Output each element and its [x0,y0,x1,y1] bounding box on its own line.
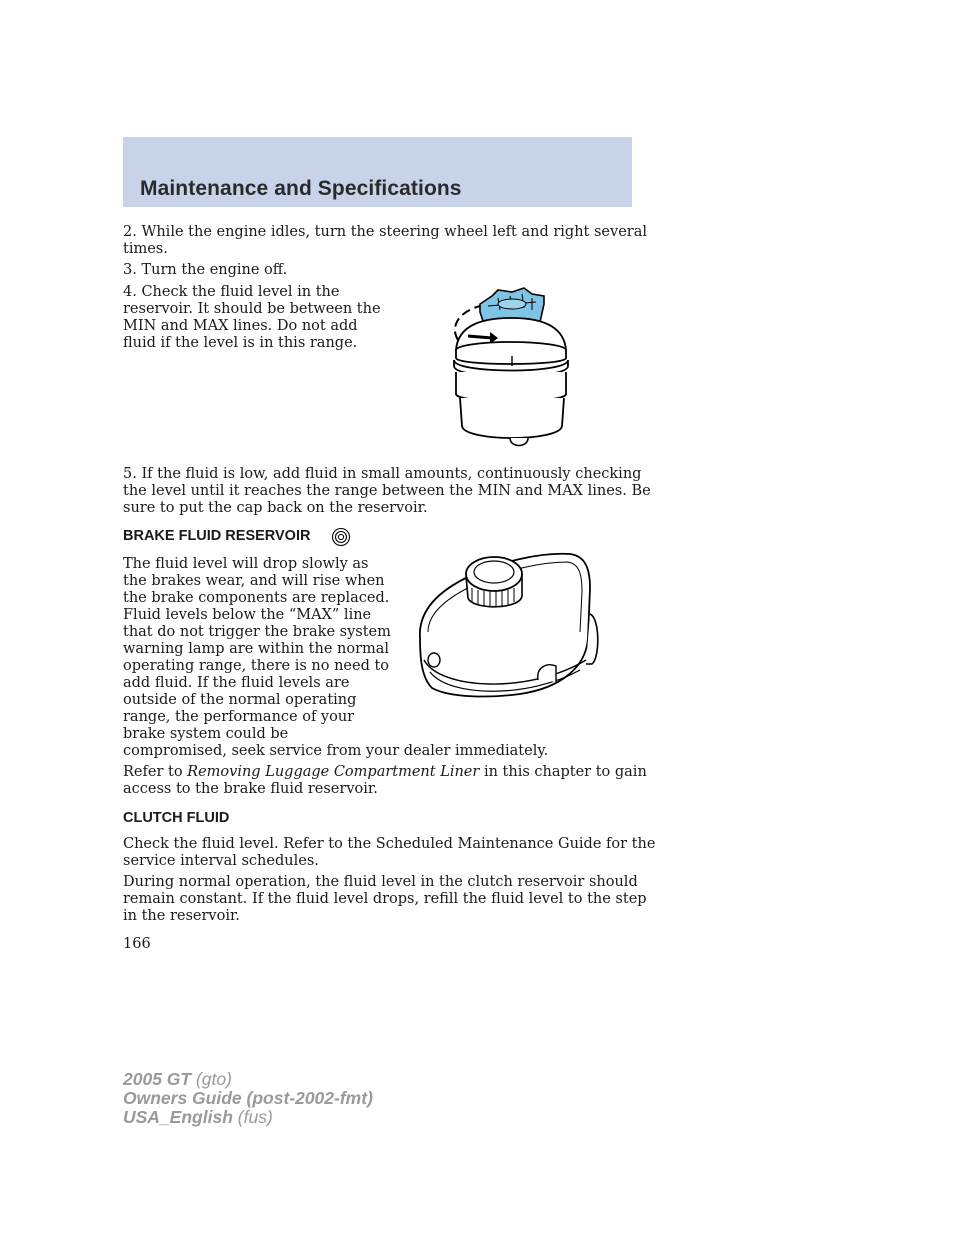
clutch-text-1-line-1: Check the fluid level. Refer to the Scheduled Maintenance Guide for the [123,836,656,852]
brake-text-line-10: range, the performance of your [123,709,355,725]
refer-line-1 [123,764,647,781]
step-4-line-2: reservoir. It should be between the [123,301,381,317]
clutch-text-2-line-3: in the reservoir. [123,908,240,924]
step-3-text: 3. Turn the engine off. [123,262,288,278]
step-4-line-3: MIN and MAX lines. Do not add [123,318,358,334]
refer-line-2: access to the brake fluid reservoir. [123,781,378,797]
clutch-fluid-heading: CLUTCH FLUID [123,810,230,826]
clutch-text-2-line-2: remain constant. If the fluid level drops, refill the fluid level to the step [123,891,647,907]
footer-line-2 [123,1089,373,1108]
brake-text-line-6: warning lamp are within the normal [123,641,390,657]
brake-fluid-reservoir-illustration [410,548,600,718]
brake-fluid-heading: BRAKE FLUID RESERVOIR [123,528,311,544]
brake-text-line-8: add fluid. If the fluid levels are [123,675,350,691]
step-5-line-3: sure to put the cap back on the reservoir. [123,500,428,516]
power-steering-reservoir-illustration [440,282,580,448]
step-2-text-cont: times. [123,241,168,257]
footer-model: 2005 GT [123,1069,192,1089]
brake-text-line-11: brake system could be [123,726,289,742]
footer-line-1 [123,1070,373,1089]
refer-link-title: Removing Luggage Compartment Liner [187,764,480,780]
page-number: 166 [123,936,151,952]
step-2-text: 2. While the engine idles, turn the steering wheel left and right several [123,224,647,240]
brake-text-line-7: operating range, there is no need to [123,658,390,674]
brake-text-line-3: the brake components are replaced. [123,590,390,606]
brake-system-icon [331,527,351,547]
brake-text-line-1: The fluid level will drop slowly as [123,556,369,572]
brake-text-line-4: Fluid levels below the “MAX” line [123,607,372,623]
footer-guide: Owners Guide (post-2002-fmt) [123,1088,373,1108]
footer-language: USA_English [123,1107,233,1127]
footer-metadata [123,1070,373,1127]
step-5-line-2: the level until it reaches the range between the MIN and MAX lines. Be [123,483,651,499]
brake-text-line-2: the brakes wear, and will rise when [123,573,385,589]
step-4-line-1: 4. Check the fluid level in the [123,284,340,300]
clutch-text-2-line-1: During normal operation, the fluid level in the clutch reservoir should [123,874,638,890]
brake-text-line-12: compromised, seek service from your dealer immediately. [123,743,549,759]
footer-line-3 [123,1108,373,1127]
page-title: Maintenance and Specifications [140,177,462,200]
footer-language-code: (fus) [237,1107,273,1127]
step-5-line-1: 5. If the fluid is low, add fluid in small amounts, continuously checking [123,466,642,482]
footer-model-code: (gto) [195,1069,232,1089]
refer-suffix: in this chapter to gain [483,764,647,780]
brake-text-line-9: outside of the normal operating [123,692,357,708]
clutch-text-1-line-2: service interval schedules. [123,853,319,869]
step-4-line-4: fluid if the level is in this range. [123,335,358,351]
brake-text-line-5: that do not trigger the brake system [123,624,391,640]
refer-prefix: Refer to [123,764,183,780]
